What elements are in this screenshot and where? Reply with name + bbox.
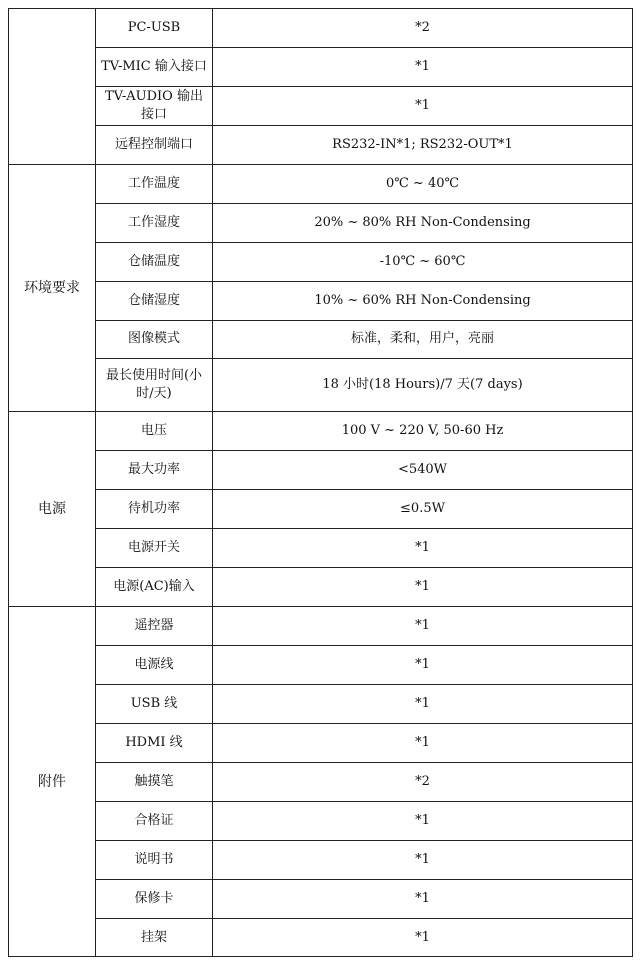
table-row [9, 684, 633, 723]
table-row [9, 359, 633, 412]
item-value: *1 [213, 801, 633, 840]
item-value: *2 [213, 9, 633, 48]
table-row [9, 203, 633, 242]
item-name: 电源线 [96, 645, 213, 684]
item-name: 仓储湿度 [96, 281, 213, 320]
item-name: 图像模式 [96, 320, 213, 359]
item-value: 10% ~ 60% RH Non-Condensing [213, 281, 633, 320]
item-name: 合格证 [96, 801, 213, 840]
item-value: 20% ~ 80% RH Non-Condensing [213, 203, 633, 242]
item-value: ≤0.5W [213, 490, 633, 529]
category-cell: 电源 [9, 412, 96, 607]
table-row [9, 242, 633, 281]
table-row [9, 86, 633, 125]
table-row [9, 164, 633, 203]
item-value: *1 [213, 645, 633, 684]
table-row [9, 125, 633, 164]
item-name: 遥控器 [96, 607, 213, 646]
table-row [9, 490, 633, 529]
item-name: PC-USB [96, 9, 213, 48]
item-name: 电源开关 [96, 529, 213, 568]
item-name: 保修卡 [96, 879, 213, 918]
item-name: USB 线 [96, 684, 213, 723]
table-row [9, 320, 633, 359]
item-value: *1 [213, 918, 633, 957]
table-row [9, 879, 633, 918]
table-row [9, 9, 633, 48]
item-name: 待机功率 [96, 490, 213, 529]
item-value: *1 [213, 723, 633, 762]
item-name: 挂架 [96, 918, 213, 957]
item-value: *1 [213, 568, 633, 607]
item-value: <540W [213, 451, 633, 490]
table-row [9, 281, 633, 320]
category-cell [9, 9, 96, 165]
table-row [9, 645, 633, 684]
item-value: 18 小时(18 Hours)/7 天(7 days) [213, 359, 633, 412]
table-row [9, 918, 633, 957]
table-row [9, 607, 633, 646]
item-name: HDMI 线 [96, 723, 213, 762]
category-cell: 环境要求 [9, 164, 96, 412]
item-value: 0℃ ~ 40℃ [213, 164, 633, 203]
item-value: *1 [213, 86, 633, 125]
item-name: 仓储温度 [96, 242, 213, 281]
item-name: 最大功率 [96, 451, 213, 490]
table-row [9, 801, 633, 840]
table-row [9, 762, 633, 801]
item-value: -10℃ ~ 60℃ [213, 242, 633, 281]
table-row [9, 840, 633, 879]
item-value: *1 [213, 840, 633, 879]
table-row [9, 451, 633, 490]
item-name: TV-AUDIO 输出接口 [96, 86, 213, 125]
spec-table [8, 8, 633, 957]
item-name: 说明书 [96, 840, 213, 879]
item-name: 触摸笔 [96, 762, 213, 801]
item-value: *2 [213, 762, 633, 801]
item-value: 100 V ~ 220 V, 50-60 Hz [213, 412, 633, 451]
table-row [9, 568, 633, 607]
item-value: *1 [213, 529, 633, 568]
item-name: 远程控制端口 [96, 125, 213, 164]
item-value: *1 [213, 879, 633, 918]
category-cell: 附件 [9, 607, 96, 957]
item-name: 工作湿度 [96, 203, 213, 242]
item-value: 标准，柔和，用户，亮丽 [213, 320, 633, 359]
table-row [9, 723, 633, 762]
item-value: *1 [213, 47, 633, 86]
item-value: *1 [213, 607, 633, 646]
item-name: 电压 [96, 412, 213, 451]
item-value: *1 [213, 684, 633, 723]
item-name: 工作温度 [96, 164, 213, 203]
item-value: RS232-IN*1; RS232-OUT*1 [213, 125, 633, 164]
item-name: 最长使用时间(小时/天) [96, 359, 213, 412]
item-name: TV-MIC 输入接口 [96, 47, 213, 86]
item-name: 电源(AC)输入 [96, 568, 213, 607]
table-row [9, 47, 633, 86]
table-row [9, 529, 633, 568]
table-row [9, 412, 633, 451]
